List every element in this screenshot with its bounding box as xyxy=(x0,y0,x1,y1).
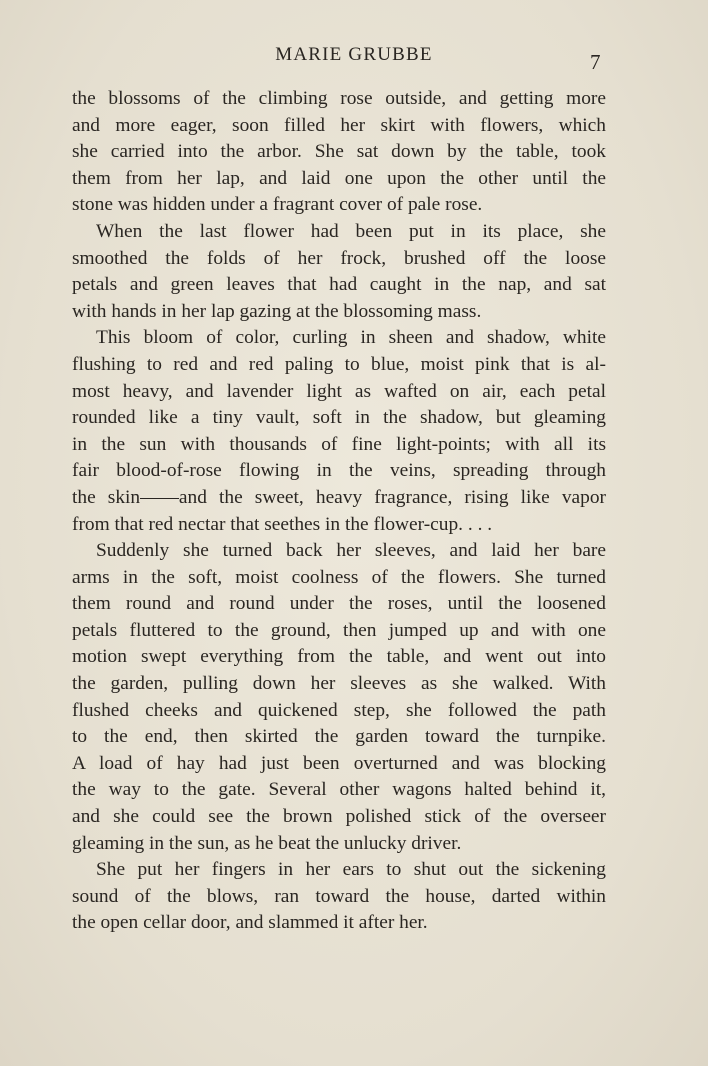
text-line: rounded like a tiny vault, soft in the shadow, but gleaming xyxy=(72,407,606,429)
text-line: them from her lap, and laid one upon the other until the xyxy=(72,167,606,189)
text-line: flushing to red and red paling to blue, moist pink that is al- xyxy=(72,353,606,375)
text-line: sound of the blows, ran toward the house, darted within xyxy=(72,885,606,907)
text-line: in the sun with thousands of fine light-points; with all its xyxy=(72,433,606,455)
text-line: she carried into the arbor. She sat down by the table, took xyxy=(72,141,606,163)
running-title: MARIE GRUBBE xyxy=(275,44,433,65)
text-line: and more eager, soon filled her skirt with flowers, which xyxy=(72,114,606,136)
text-line: smoothed the folds of her frock, brushed off the loose xyxy=(72,247,606,269)
text-line: She put her fingers in her ears to shut out the sickening xyxy=(96,859,606,881)
text-line: This bloom of color, curling in sheen and shadow, white xyxy=(96,327,606,349)
text-line: the blossoms of the climbing rose outside, and getting more xyxy=(72,88,606,109)
page-number: 7 xyxy=(590,50,601,74)
text-line: When the last flower had been put in its place, she xyxy=(96,220,606,242)
text-line: flushed cheeks and quickened step, she followed the path xyxy=(72,699,606,721)
text-line: most heavy, and lavender light as wafted on air, each petal xyxy=(72,380,606,402)
text-line: from that red nectar that seethes in the flower-cup. . . . xyxy=(72,513,493,535)
text-line: motion swept everything from the table, and went out into xyxy=(72,646,606,668)
text-line: stone was hidden under a fragrant cover of pale rose. xyxy=(72,194,483,216)
text-line: the way to the gate. Several other wagons halted behind it, xyxy=(72,779,606,801)
text-line: and she could see the brown polished stick of the overseer xyxy=(72,806,606,828)
text-line: with hands in her lap gazing at the blossoming mass. xyxy=(72,300,482,322)
text-line: the garden, pulling down her sleeves as she walked. With xyxy=(72,673,606,695)
text-line: to the end, then skirted the garden toward the turnpike. xyxy=(72,726,606,748)
text-line: the open cellar door, and slammed it after her. xyxy=(72,912,428,934)
text-line: fair blood-of-rose flowing in the veins, spreading through xyxy=(72,460,606,482)
body-text xyxy=(72,86,606,937)
text-line: gleaming in the sun, as he beat the unlucky driver. xyxy=(72,832,462,854)
text-line: petals and green leaves that had caught in the nap, and sat xyxy=(72,274,606,296)
text-line: petals fluttered to the ground, then jumped up and with one xyxy=(72,619,606,641)
text-line: arms in the soft, moist coolness of the flowers. She turned xyxy=(72,566,606,588)
text-line: them round and round under the roses, until the loosened xyxy=(72,593,606,615)
text-line: A load of hay had just been overturned and was blocking xyxy=(72,752,606,774)
text-line: the skin——and the sweet, heavy fragrance, rising like vapor xyxy=(72,486,606,508)
text-line: Suddenly she turned back her sleeves, and laid her bare xyxy=(96,540,606,562)
